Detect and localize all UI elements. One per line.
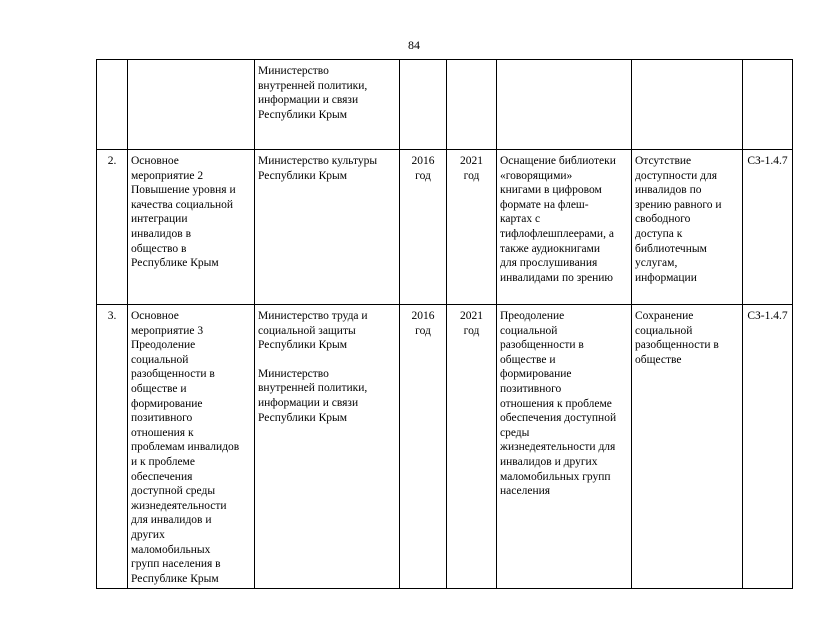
effect-cell: Сохранение социальной разобщенности в обществе (632, 305, 743, 589)
executor-text: Министерство внутренней политики, информации и связи Республики Крым (258, 65, 368, 121)
executor-text: Министерство труда и социальной защиты Республики Крым (258, 310, 368, 352)
executor-cell (255, 150, 400, 305)
table-row (97, 150, 793, 305)
content-cell: Преодоление социальной разобщенности в обществе и формирование позитивного отношения к проблеме обеспечения доступной среды жизнедеятельности для инвалидов и других маломобильных групп населения (497, 305, 632, 589)
end-year-cell: 2021 год (447, 150, 497, 305)
end-year-cell: 2021 год (447, 305, 497, 589)
effect-cell (632, 60, 743, 150)
measure-name-cell: Основное мероприятие 2 Повышение уровня и качества социальной интеграции инвалидов в общество в Республике Крым (128, 150, 255, 305)
executor-cell (255, 60, 400, 150)
table-row (97, 305, 793, 589)
executor-text: Министерство внутренней политики, информации и связи Республики Крым (258, 367, 368, 424)
end-year-cell (447, 60, 497, 150)
start-year-cell: 2016 год (400, 305, 447, 589)
code-cell (743, 60, 793, 150)
start-year-cell: 2016 год (400, 150, 447, 305)
effect-cell: Отсутствие доступности для инвалидов по зрению равного и свободного доступа к библиотечным услугам, информации (632, 150, 743, 305)
row-number-cell: 3. (97, 305, 128, 589)
measure-name-cell: Основное мероприятие 3 Преодоление социальной разобщенности в обществе и формирование позитивного отношения к проблемам инвалидов и к проблеме обеспечения доступной среды жизнедеятельности для инвалидов и других маломобильных групп населения в Республике Крым (128, 305, 255, 589)
start-year-cell (400, 60, 447, 150)
content-cell: Оснащение библиотеки «говорящими» книгами в цифровом формате на флеш- картах с тифлофлешплеерами, а также аудиокнигами для прослушивания инвалидами по зрению (497, 150, 632, 305)
code-cell: СЗ-1.4.7 (743, 150, 793, 305)
executor-cell (255, 305, 400, 589)
code-cell: СЗ-1.4.7 (743, 305, 793, 589)
row-number-cell: 2. (97, 150, 128, 305)
content-cell (497, 60, 632, 150)
program-table (96, 59, 793, 589)
executor-text: Министерство культуры Республики Крым (258, 155, 378, 182)
row-number-cell (97, 60, 128, 150)
page-number: 84 (408, 38, 420, 52)
measure-name-cell (128, 60, 255, 150)
table-row (97, 60, 793, 150)
